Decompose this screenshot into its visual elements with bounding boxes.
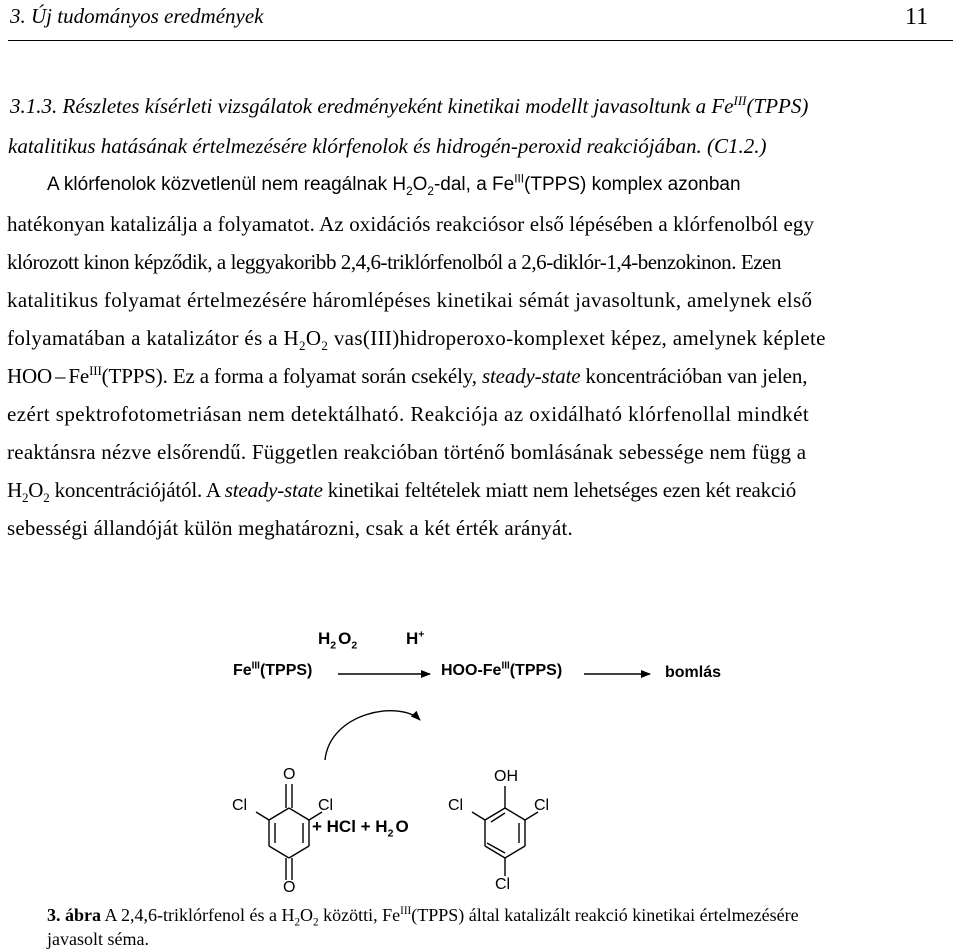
para-line-3: klórozott kinon képződik, a leggyakoribb 2,4,6-triklórfenolból a 2,6-diklór-1,4-benzokinon. Ezen <box>7 250 782 274</box>
figure-caption-line2: javasolt séma. <box>47 929 149 949</box>
dash: – <box>55 364 66 388</box>
running-title: 3. Új tudományos eredmények <box>10 4 264 28</box>
phenol-structure <box>472 786 538 876</box>
section-number: 3.1.3. <box>10 94 58 118</box>
caption-label: 3. ábra <box>47 905 101 925</box>
curved-arrow <box>325 711 420 760</box>
label-h2o2: $H_2$ $O_2$ <box>318 629 358 652</box>
label-bomlas: bomlás <box>665 664 722 681</box>
quinone-o-top: O <box>283 766 296 783</box>
label-hplus: H+ <box>406 628 425 648</box>
figure-caption-line1: 3. ábra A 2,4,6-triklórfenol és a $H_2O_2$ közötti, $Fe^{III}(TPPS)$ által katalizált reakció kinetikai értelmezésére <box>47 905 799 929</box>
species-hoo-fe-tpps: HOO-$Fe^{III}(TPPS)$ <box>441 660 563 679</box>
para-line-10: sebességi állandóját külön meghatározni, csak a két érték arányát. <box>7 516 573 540</box>
para-line-1: A klórfenolok közvetlenül nem reagálnak $H_2O_2$-dal, a $Fe^{III}(TPPS)$ komplex azonban <box>47 172 741 198</box>
header-rule <box>8 40 953 41</box>
running-header <box>10 4 263 29</box>
para-line-2: hatékonyan katalizálja a folyamatot. Az oxidációs reakciósor első lépésében a klórfenolból egy <box>7 212 815 236</box>
para-line-9: $H_2O_2$ koncentrációjától. A steady-state kinetikai feltételek miatt nem lehetséges ezen két reakció <box>7 478 796 506</box>
phenol-cl-left: Cl <box>448 797 464 814</box>
quinone-cl-right: Cl <box>318 797 334 814</box>
section-heading-line2: katalitikus hatásának értelmezésére klórfenolok és hidrogén-peroxid reakciójában. (C1.2.) <box>8 134 767 158</box>
quinone-o-bottom: O <box>283 879 296 896</box>
para-line-4: katalitikus folyamat értelmezésére háromlépéses kinetikai sémát javasoltunk, amelynek első <box>7 288 813 312</box>
para-line-5: folyamatában a katalizátor és a $H_2O_2$ vas(III)hidroperoxo-komplexet képez, amelynek képlete <box>7 326 826 354</box>
phenol-oh: OH <box>494 768 518 785</box>
section-title-b: (TPPS) <box>746 94 809 118</box>
species-fe-tpps: $Fe^{III}(TPPS)$ <box>233 660 313 679</box>
para-line-6: HOO – $Fe^{III}(TPPS)$. Ez a forma a folyamat során csekély, steady-state koncentrációban van jelen, <box>7 363 808 388</box>
section-title-a: Részletes kísérleti vizsgálatok eredményeként kinetikai modellt javasoltunk a Fe <box>62 94 734 118</box>
phenol-cl-bottom: Cl <box>495 876 511 893</box>
para-line-7: ezért spektrofotometriásan nem detektálható. Reakciója az oxidálható klórfenollal mindkét <box>7 402 810 426</box>
para-line-8: reaktánsra nézve elsőrendű. Független reakcióban történő bomlásának sebessége nem függ a <box>7 440 807 464</box>
section-title-sup: III <box>733 93 747 108</box>
phenol-cl-right: Cl <box>534 797 550 814</box>
products-hcl-h2o: + HCl + $H_2$ O <box>312 817 409 840</box>
section-heading-line1 <box>10 94 808 119</box>
quinone-cl-left: Cl <box>232 797 248 814</box>
page-number: 11 <box>905 4 929 30</box>
